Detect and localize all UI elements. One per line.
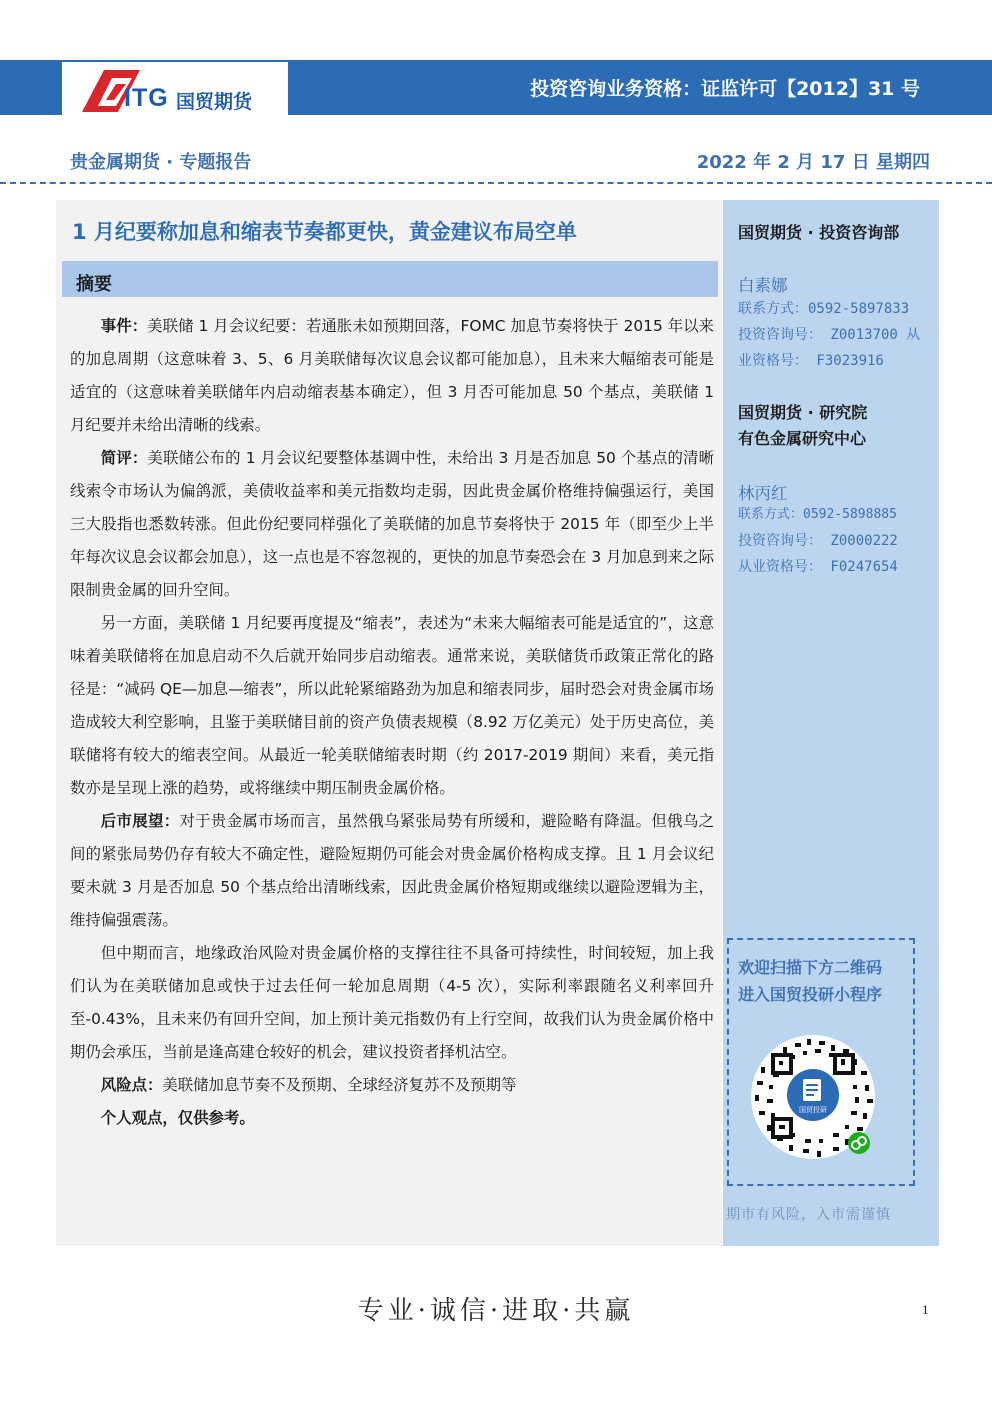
risk-warning: 期市有风险，入市需谨慎 — [726, 1207, 891, 1223]
abstract-bar — [62, 261, 718, 297]
paragraph-risk: 风险点：美联储加息节奏不及预期、全球经济复苏不及预期等 — [100, 1076, 517, 1094]
paragraph-balance-sheet: 另一方面，美联储 1 月纪要再度提及“缩表”，表述为“未来大幅缩表可能是适宜的”，这意味着美联储将在加息启动不久后就开始同步启动缩表。通常来说，美联储货币政策正常化的路径是：“减码 QE—加息—缩表”，所以此轮紧缩路劲为加息和缩表同步，届时恐会对贵金属市场造成较大利空影响，且鉴于美联储目前的资产负债表规模（8.92 万亿美元）处于历史高位，美联储将有较大的缩表空间。从最近一轮美联储缩表时期（约 2017-2019 期间）来看，美元指数亦是呈现上涨的趋势，或将继续中期压制贵金属价格。 — [70, 614, 714, 797]
page-number: 1 — [922, 1302, 929, 1317]
logo-company-name: 国贸期货 — [176, 91, 253, 113]
research-center: 有色金属研究中心 — [738, 429, 867, 448]
mini-program-qr-code[interactable] — [749, 1033, 877, 1161]
analyst-1-name: 白素娜 — [738, 276, 788, 295]
report-title: 1 月纪要称加息和缩表节奏都更快，黄金建议布局空单 — [72, 220, 577, 244]
analyst-2-contact: 联系方式：0592-5898885 — [738, 507, 897, 522]
institute-name: 国贸期货 · 研究院 — [738, 403, 868, 422]
company-slogan: 专业·诚信·进取·共赢 — [357, 1296, 635, 1326]
abstract-label: 摘要 — [76, 274, 112, 295]
report-category: 贵金属期货 · 专题报告 — [70, 152, 252, 173]
analyst-2-name: 林丙红 — [738, 484, 788, 503]
disclaimer: 个人观点，仅供参考。 — [100, 1109, 255, 1127]
sidebar-institute — [738, 400, 867, 452]
report-date: 2022 年 2 月 17 日 星期四 — [696, 152, 930, 173]
sidebar-department: 国贸期货 · 投资咨询部 — [738, 223, 900, 242]
header-divider — [0, 182, 992, 184]
analyst-2-info — [738, 502, 930, 580]
qr-caption — [738, 954, 882, 1008]
analyst-2-advisory-id: 投资咨询号： Z0000222 — [738, 533, 898, 549]
analyst-2-qualification-id: 从业资格号： F0247654 — [738, 559, 898, 575]
subheader — [70, 148, 930, 178]
logo-itg-text: ITG — [124, 84, 169, 112]
paragraph-outlook: 后市展望：对于贵金属市场而言，虽然俄乌紧张局势有所缓和，避险略有降温。但俄乌之间的紧张局势仍存有较大不确定性，避险短期仍可能会对贵金属价格构成支撑。且 1 月会议纪要未就 3 月是否加息 50 个基点给出清晰线索，因此贵金属价格短期或继续以避险逻辑为主，维持偏强震荡。 — [70, 812, 714, 929]
qr-caption-line-2: 进入国贸投研小程序 — [738, 985, 883, 1004]
paragraph-mid-term: 但中期而言，地缘政治风险对贵金属价格的支撑往往不具备可持续性，时间较短，加上我们认为在美联储加息或快于过去任何一轮加息周期（4-5 次），实际利率跟随名义利率回升至-0.43%，且未来仍有回升空间，加上预计美元指数仍有上行空间，故我们认为贵金属价格中期仍会承压，当前是逢高建仓较好的机会，建议投资者择机沽空。 — [70, 944, 714, 1061]
license-text: 投资咨询业务资格：证监许可【2012】31 号 — [530, 78, 920, 100]
qr-center-label: 国贸投研 — [799, 1106, 827, 1114]
paragraph-event: 事件：美联储 1 月会议纪要：若通胀未如预期回落，FOMC 加息节奏将快于 2015 年以来的加息周期（这意味着 3、5、6 月美联储每次议息会议都可能加息），且未来大幅缩表可能是适宜的（这意味着美联储年内启动缩表基本确定），但 3 月否可能加息 50 个基点，美联储 1 月纪要并未给出清晰的线索。 — [70, 317, 714, 434]
report-body — [70, 310, 714, 1135]
paragraph-comment: 简评：美联储公布的 1 月会议纪要整体基调中性，未给出 3 月是否加息 50 个基点的清晰线索令市场认为偏鸽派，美债收益率和美元指数均走弱，因此贵金属价格维持偏强运行，美国三大股指也悉数转涨。但此份纪要同样强化了美联储的加息节奏将快于 2015 年（即至少上半年每次议息会议都会加息），这一点也是不容忽视的，更快的加息节奏恐会在 3 月加息到来之际限制贵金属的回升空间。 — [70, 449, 714, 599]
qr-caption-line-1: 欢迎扫描下方二维码 — [738, 958, 883, 977]
analyst-1-info: 联系方式：0592-5897833 投资咨询号： Z0013700 从业资格号： F3023916 — [738, 301, 921, 369]
